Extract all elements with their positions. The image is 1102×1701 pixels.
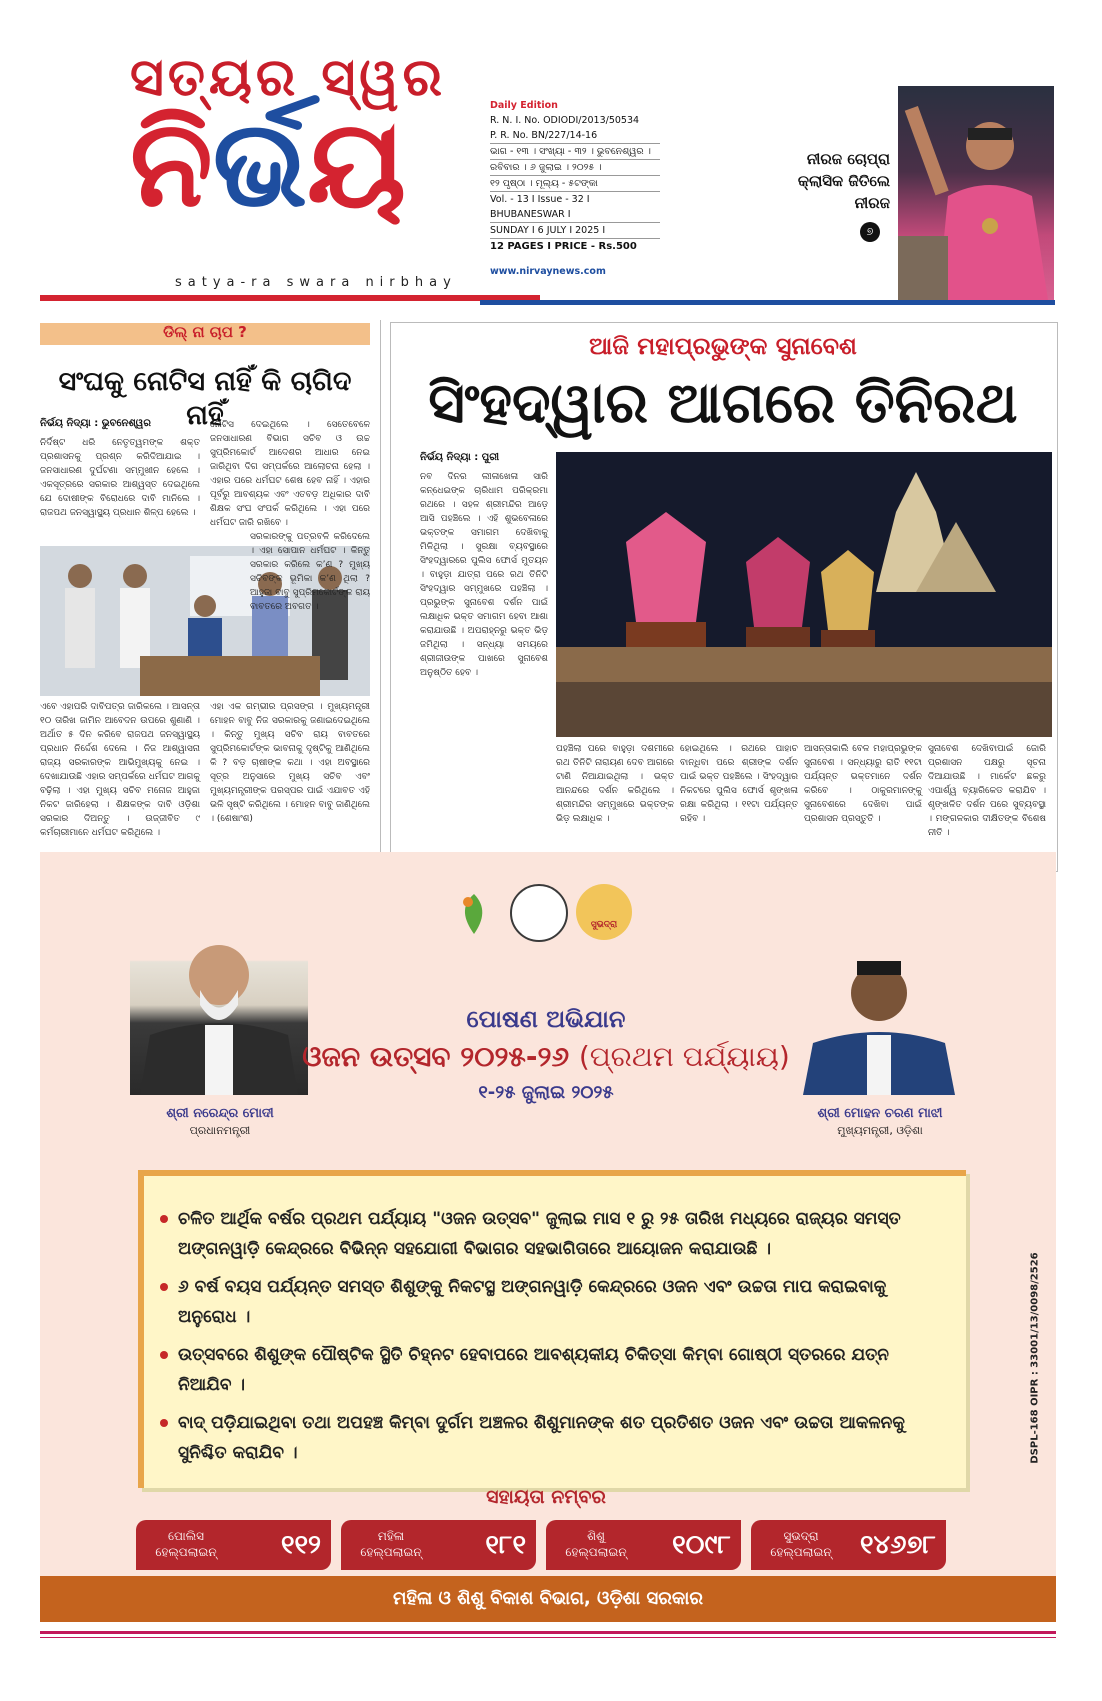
cm-name: ଶ୍ରୀ ମୋହନ ଚରଣ ମାଝୀ xyxy=(817,1106,943,1121)
pm-name: ଶ୍ରୀ ନରେନ୍ଦ୍ର ମୋଦୀ xyxy=(166,1106,274,1121)
column-divider xyxy=(380,320,381,873)
masthead-rule-red xyxy=(40,295,540,301)
ad-subtitle-phase: (ପ୍ରଥମ ପର୍ଯ୍ୟାୟ) xyxy=(578,1040,790,1073)
pages-price: 12 PAGES I PRICE - Rs.500 xyxy=(490,241,637,252)
athlete-figure-illustration xyxy=(898,86,1054,300)
helpline-label-line-1: ଶିଶୁ xyxy=(587,1529,605,1543)
ad-title: ପୋଷଣ ଅଭିଯାନ xyxy=(466,1005,626,1033)
masthead-logo xyxy=(130,95,407,234)
cm-majhi-photo xyxy=(795,935,963,1095)
helpline-child[interactable] xyxy=(546,1520,741,1570)
ad-bullet-item: ୬ ବର୍ଷ ବୟସ ପର୍ଯ୍ୟନ୍ତ ସମସ୍ତ ଶିଶୁଙ୍କୁ ନିକଟସ୍ଥ ଅଙ୍ଗନୱାଡ଼ି କେନ୍ଦ୍ରରେ ଓଜନ ଏବଂ ଉଚ୍ଚତା ମାପ କରାଇବାକୁ ଅନୁରୋଧ । xyxy=(178,1272,938,1332)
ad-info-box xyxy=(138,1170,966,1488)
ad-subtitle-main: ଓଜନ ଉତ୍ସବ ୨୦୨୫-୨୬ xyxy=(302,1040,570,1073)
pm-modi-photo xyxy=(130,915,308,1095)
helpline-label-line-2: ହେଲ୍ପଲାଇନ୍ xyxy=(155,1545,217,1559)
teaser-line-3: ନୀରଜ xyxy=(854,194,890,212)
lead-story-bottom-column: ହୋଇଥିଲେ । ରଥରେ ପାହାଚ ବାନ୍ଧିବା ପରେ ଶ୍ରୀଙ୍କ ଦର୍ଶନ ପାଇଁ ଭକ୍ତ ପହଞ୍ଚିଲେ । ସିଂହଦ୍ୱାର ନିକଟରେ ପୁଲିସ ଫୋର୍ସ ଶୃଙ୍ଖଳା ରକ୍ଷା କରିଥିଲା । ୧୧ଟା ପର୍ଯ୍ୟନ୍ତ ରହିବ । xyxy=(680,744,798,824)
left-story-column-2-mid: ସରକାରଙ୍କୁ ପତ୍ରବଳି କରିଦେଲେ । ଏହା ସୋପାନ ଧର୍ମଘଟ । କିନ୍ତୁ ସରକାର କରିଲେ କ’ଣ ? ମୁଖ୍ୟ ସଚିବଙ୍କ ଭୂମିକା କ’ଣ ଥିଲା ? ଆହୁଜା ବାବୁ ସୁପ୍ରିମକୋର୍ଟଙ୍କ ରାୟ ବାବତରେ ଅବଗତ । xyxy=(250,532,370,612)
helpline-label xyxy=(556,1528,636,1560)
teaser-page-badge: ୭ xyxy=(860,222,880,242)
page-bottom-rule xyxy=(40,1631,1056,1634)
ad-bullet-item: ବାଦ୍ ପଡ଼ିଯାଇଥିବା ତଥା ଅପହଞ୍ଚ କିମ୍ବା ଦୁର୍ଗମ ଅଞ୍ଚଳର ଶିଶୁମାନଙ୍କ ଶତ ପ୍ରତିଶତ ଓଜନ ଏବଂ ଉଚ୍ଚତା ଆକଳନକୁ ସୁନିଶ୍ଚିତ କରାଯିବ । xyxy=(178,1408,938,1468)
lead-story-bottom-column: ସୁନାବେଶ ଦେଖିବାପାଇଁ ଜୋରି ପ୍ରଶାସନ ପକ୍ଷରୁ ସୂଚନା ଦିଆଯାଉଛି । ମାର୍କେଟ ଛକରୁ ଏପାର୍ଶ୍ୱ ବ୍ୟାରିକେଡ କରାଯିବ । ଶୃଙ୍ଖଳିତ ଦର୍ଶନ ପରେ ସୁବ୍ୟବସ୍ଥା । ମଙ୍ଗଳକାର ଦୀକ୍ଷିତଙ୍କ ବିଶେଷ ନୀତି । xyxy=(928,744,1046,838)
ad-side-code xyxy=(1025,1215,1045,1500)
odia-pages: ୧୨ ପୃଷ୍ଠା । ମୂଲ୍ୟ - ୫ଟଙ୍କା xyxy=(490,176,660,192)
helpline-police[interactable] xyxy=(136,1520,331,1570)
lead-story-headline[interactable]: ସିଂହଦ୍ୱାର ଆଗରେ ତିନିରଥ xyxy=(428,371,1018,436)
masthead-logo-part-1: ନି xyxy=(130,95,213,234)
odisha-emblem-icon xyxy=(510,884,568,942)
cm-portrait-illustration xyxy=(795,935,963,1095)
left-story-column-1-continued: ଏବେ ଏହାପରି ଦାବିପତ୍ର ଜାରିକଲେ । ଆସନ୍ତା ୧୦ ତାରିଖ ଜାମିନ ଆବେଦନ ଉପରେ ଶୁଣାଣି । ଅର୍ଥାତ ୫ ଦିନ କରିବେ ରାଜପଥ ଜନସ୍ୱାସ୍ଥ୍ୟ ପ୍ରଧାନ ନିର୍ଦ୍ଦେଶ ଦେଲେ । ନିଜ ଆଶ୍ୱାସନା ରାଜ୍ୟ ସରକାରଙ୍କ ଆଭିମୁଖ୍ୟକୁ ନେଇ । ଦେଖାଯାଉଛି ଏହାର ସମ୍ପର୍କରେ ଧର୍ମଘଟ ଆଗକୁ ବଢ଼ିଲା । ଏହା ମୁଖ୍ୟ ସଚିବ ମନୋଜ ଆହୁଜା ନିକଟ ଜାରିହେଲା । ଶିକ୍ଷକଙ୍କ ଦାବି ଓଡ଼ିଶା ସରକାର ଦିଅନ୍ତୁ । ଉଜ୍ଜୀବିତ ୯ କର୍ମଚାରୀମାନେ ଧର୍ମଘଟ କରିଥିଲେ । xyxy=(40,702,200,838)
chariots-scene-illustration xyxy=(556,452,1052,737)
ad-bullet-item: ଚଳିତ ଆର୍ଥିକ ବର୍ଷର ପ୍ରଥମ ପର୍ଯ୍ୟାୟ "ଓଜନ ଉତ୍ସବ" ଜୁଲାଇ ମାସ ୧ ରୁ ୨୫ ତାରିଖ ମଧ୍ୟରେ ରାଜ୍ୟର ସମସ୍ତ ଅଙ୍ଗନୱାଡ଼ି କେନ୍ଦ୍ରରେ ବିଭିନ୍ନ ସହଯୋଗୀ ବିଭାଗର ସହଭାଗିତାରେ ଆୟୋଜନ କରାଯାଉଛି । xyxy=(178,1204,938,1264)
page-bottom-rule-thin xyxy=(40,1637,1056,1638)
pm-portrait-illustration xyxy=(130,915,308,1095)
website-link[interactable]: www.nirvaynews.com xyxy=(490,266,606,277)
helpline-title: ସହାୟତା ନମ୍ବର xyxy=(486,1486,606,1508)
masthead-top-text: ସତ୍ୟର ସ୍ୱର xyxy=(130,48,446,108)
helpline-number: ୧୦୯୮ xyxy=(672,1530,731,1560)
helpline-label-line-2: ହେଲ୍ପଲାଇନ୍ xyxy=(565,1545,627,1559)
left-story-dateline: ନିର୍ଭୟ ନିଦ୍ୟା : ଭୁବନେଶ୍ୱର xyxy=(40,418,151,429)
teaser-athlete-photo[interactable] xyxy=(898,86,1054,300)
masthead-tagline: satya-ra swara nirbhay xyxy=(175,275,457,290)
left-story-column-2-continued: ଏହା ଏକ ଗମ୍ଭୀର ପ୍ରସଙ୍ଗ । ମୁଖ୍ୟମନ୍ତ୍ରୀ ମୋହନ ବାବୁ ନିଜ ସରକାରକୁ ଜଣାଇଦେଇଥିଲେ । କିନ୍ତୁ ମୁଖ୍ୟ ସଚିବ ରାୟ ବାବତରେ ସୁପ୍ରିମକୋର୍ଟଙ୍କ ଭାବନାକୁ ଦୃଷ୍ଟିକୁ ଆଣିଥିଲେ କି ? ବଡ଼ ଚାଷୀଙ୍କ କଥା । ଏହା ଅବସ୍ଥାରେ ସୂତ୍ର ଅନୁସାରେ ମୁଖ୍ୟ ସଚିବ ଏବଂ ମୁଖ୍ୟମନ୍ତ୍ରୀଙ୍କ ପରସ୍ପର ପାଇଁ ଏଯାବତ ଏହି ଭଳି ସୃଷ୍ଟି କରିଥିଲେ । ମୋହନ ବାବୁ ଜାଣିଥିଲେ । (ଶେଷାଂଶ) xyxy=(210,702,370,824)
helpline-label-line-1: ପୋଲିସ xyxy=(168,1529,204,1543)
helpline-subhadra[interactable] xyxy=(751,1520,946,1570)
lead-story-bottom-column: ପହଞ୍ଚିଲା ପରେ ବାହୁଡ଼ା ଦଶମୀରେ ରଥ ତିନିଟି ନାରାୟଣ ଦେବ ଆଗରେ ଟାଣି ନିଆଯାଇଥିଲା । ଭକ୍ତ ଆନନ୍ଦରେ ଦର୍ଶନ କରିଥିଲେ । ଶ୍ରୀମନ୍ଦିର ସମ୍ମୁଖରେ ଭକ୍ତଙ୍କ ଭିଡ଼ ଲକ୍ଷାଧିକ । xyxy=(556,744,674,824)
teaser-line-2: କ୍ଲାସିକ ଜିତିଲେ xyxy=(797,172,890,190)
helpline-label-line-1: ମହିଳା xyxy=(377,1529,405,1543)
left-story-kicker: ଡିଲ୍ ନା ଚାପ ? xyxy=(40,323,370,345)
left-story-column-1: ନିର୍ଦିଷ୍ଟ ଧରି ନେତୃତ୍ୱମଙ୍କ ଶକ୍ତ ପ୍ରଶାସନକୁ ପ୍ରଶ୍ନ କରିଦିଆଯାଇ । ଜନସାଧାରଣ ଦୁର୍ଘଟଣା ସମ୍ମୁଖୀନ ହେଲେ । ଏକସୂତ୍ରରେ ସରକାର ଆଶ୍ୱସ୍ତ ଦେଇଥିଲେ ଯେ ଦୋଷୀଙ୍କ ବିରୋଧରେ ଦାବି ମାନିଲେ । ରାଜପଥ ଜନସ୍ୱାସ୍ଥ୍ୟ ପ୍ରଧାନ ଶିଳ୍ପ ହେଲେ । xyxy=(40,438,200,518)
helpline-women[interactable] xyxy=(341,1520,536,1570)
ad-logo-row xyxy=(446,884,646,944)
left-story-headline[interactable]: ସଂଘକୁ ନୋଟିସ ନାହିଁ କି ଚାଗିଦ ନାହିଁ xyxy=(58,366,352,431)
odia-date: ରବିବାର । ୬ ଜୁଲାଇ । ୨୦୨୫ । xyxy=(490,160,660,176)
odia-volume: ଭାଗ - ୧୩ । ସଂଖ୍ୟା - ୩୨ । ଭୁବନେଶ୍ୱର । xyxy=(490,144,660,160)
poshan-leaf-icon xyxy=(446,884,502,940)
pm-role: ପ୍ରଧାନମନ୍ତ୍ରୀ xyxy=(189,1124,251,1137)
ad-bullet-list xyxy=(144,1176,966,1468)
lead-story-kicker: ଆଜି ମହାପ୍ରଭୁଙ୍କ ସୁନାବେଶ xyxy=(589,332,857,360)
left-story-column-2-top: ନୋଟିସ ଦେଇଥିଲେ । ସେତେବେଳେ ଜନସାଧାରଣ ବିଭାଗ ସଚିବ ଓ ଉଚ୍ଚ ସୁପ୍ରିମକୋର୍ଟ ଆଦେଶର ଆଧାର ନେଇ ଜାରିଥିବା ଦିଗ ସମ୍ପର୍କରେ ଆଲୋଚନା ହେଲା । ଏହାର ପରେ ଧର୍ମଘଟ ଶେଷ ହେବ ନାହିଁ । ଏହାର ପୂର୍ବରୁ ଆବଶ୍ୟକ ଏବଂ ଏତବଡ଼ ଅଧିକାର ଦାବି ଶିକ୍ଷକ ସଂଘ ସଂପର୍କ କରିଥିଲେ । ଏହା ପରେ ଧର୍ମଘଟ ଜାରି ରଖିବେ । xyxy=(210,420,370,528)
pr-number: P. R. No. BN/227/14-16 xyxy=(490,128,660,144)
ad-footer-department: ମହିଳା ଓ ଶିଶୁ ବିକାଶ ବିଭାଗ, ଓଡ଼ିଶା ସରକାର xyxy=(40,1576,1056,1622)
subhadra-logo-label: ସୁଭଦ୍ରା xyxy=(590,920,618,930)
edition-label: Daily Edition xyxy=(490,100,558,111)
helpline-label-line-1: ସୁଭଦ୍ରା xyxy=(783,1529,819,1543)
helpline-number: ୧୪୬୭୮ xyxy=(859,1530,936,1560)
helpline-label xyxy=(761,1528,841,1560)
helpline-label xyxy=(146,1528,226,1560)
helpline-number: ୧୧୨ xyxy=(280,1530,321,1560)
lead-story-chariots-photo[interactable] xyxy=(556,452,1052,737)
helpline-label-line-2: ହେଲ୍ପଲାଇନ୍ xyxy=(360,1545,422,1559)
lead-story-bottom-column: ଆସନ୍ତାକାଲି ବେଳ ମହାପ୍ରଭୁଙ୍କ ସୁନାବେଶ । ସନ୍ଧ୍ୟାରୁ ରାତି ୧୧ଟା ପର୍ଯ୍ୟନ୍ତ ଭକ୍ତମାନେ ଦର୍ଶନ କରିବେ । ଠାକୁରମାନଙ୍କୁ ସୁନାବେଶରେ ଦେଖିବା ପାଇଁ ପ୍ରଶାସନ ପ୍ରସ୍ତୁତି । xyxy=(804,744,922,824)
helpline-number: ୧୮୧ xyxy=(485,1530,526,1560)
volume-issue: Vol. - 13 I Issue - 32 I BHUBANESWAR I xyxy=(490,192,660,223)
ad-date: ୧-୨୫ ଜୁଲାଇ ୨୦୨୫ xyxy=(478,1082,614,1103)
masthead-logo-part-3: ୟ xyxy=(307,95,407,234)
lead-story-dateline: ନିର୍ଭୟ ନିଦ୍ୟା : ପୁରୀ xyxy=(420,452,499,463)
issue-date: SUNDAY I 6 JULY I 2025 I xyxy=(490,223,660,239)
masthead-logo-part-2: ର୍ଭ xyxy=(212,95,308,234)
ad-bullet-item: ଉତ୍ସବରେ ଶିଶୁଙ୍କ ପୌଷ୍ଟିକ ସ୍ଥିତି ଚିହ୍ନଟ ହେବାପରେ ଆବଶ୍ୟକୀୟ ଚିକିତ୍ସା କିମ୍ବା ଗୋଷ୍ଠୀ ସ୍ତରରେ ଯତ୍ନ ନିଆଯିବ । xyxy=(178,1340,938,1400)
teaser-headline[interactable] xyxy=(780,148,890,214)
lead-story-column-1: ନବ ଦିନର ଲୀଳାଖେଳା ସାରି କନ୍ଧେଇଙ୍କ ଚାରିଧାମ ପରିକ୍ରମା ରଥରେ । ସହଳ ଶ୍ରୀମନ୍ଦିର ଆଡ଼େ ଆସି ପହଞ୍ଚିଲେ । ଏହି ଶୁଭବେଳାରେ ଭକ୍ତଙ୍କ ସମାଗମ ଦେଖିବାକୁ ମିଳିଥିଲା । ସୁରକ୍ଷା ବ୍ୟବସ୍ଥାରେ ସିଂହଦ୍ୱାରରେ ପୁଲିସ ଫୋର୍ସ ମୁତୟନ । ବାହୁଡ଼ା ଯାତ୍ରା ପରେ ରଥ ତିନିଟି ସିଂହଦ୍ୱାର ସମ୍ମୁଖରେ ପହଞ୍ଚିଲା । ପ୍ରଭୁଙ୍କ ସୁନାବେଶ ଦର୍ଶନ ପାଇଁ ଲକ୍ଷାଧିକ ଭକ୍ତ ସମାଗମ ହେବା ଆଶା କରାଯାଉଛି । ଅପରାହ୍ନରୁ ଭକ୍ତ ଭିଡ଼ ଜମିଥିଲା । ସନ୍ଧ୍ୟା ସମୟରେ ଶ୍ରୀଜୀଉଙ୍କ ପାଖରେ ସୁନାବେଶ ଅନୁଷ୍ଠିତ ହେବ । xyxy=(420,472,548,678)
edition-info xyxy=(490,98,660,279)
subhadra-logo-icon xyxy=(576,884,632,940)
helpline-label-line-2: ହେଲ୍ପଲାଇନ୍ xyxy=(770,1545,832,1559)
lead-story-bottom-columns xyxy=(556,742,1052,840)
cm-role: ମୁଖ୍ୟମନ୍ତ୍ରୀ, ଓଡ଼ିଶା xyxy=(837,1124,923,1137)
teaser-line-1: ନୀରଜ ଚୋପ୍ରା xyxy=(806,150,890,168)
helpline-label xyxy=(351,1528,431,1560)
masthead-rule-blue xyxy=(480,300,1055,305)
left-story-column-2 xyxy=(210,418,370,614)
ad-side-code-text: DSPL-168 OIPR : 33001/13/0098/2526 xyxy=(1029,1251,1041,1464)
rni-number: R. N. I. No. ODIODI/2013/50534 xyxy=(490,115,640,126)
ad-subtitle xyxy=(290,1040,802,1074)
